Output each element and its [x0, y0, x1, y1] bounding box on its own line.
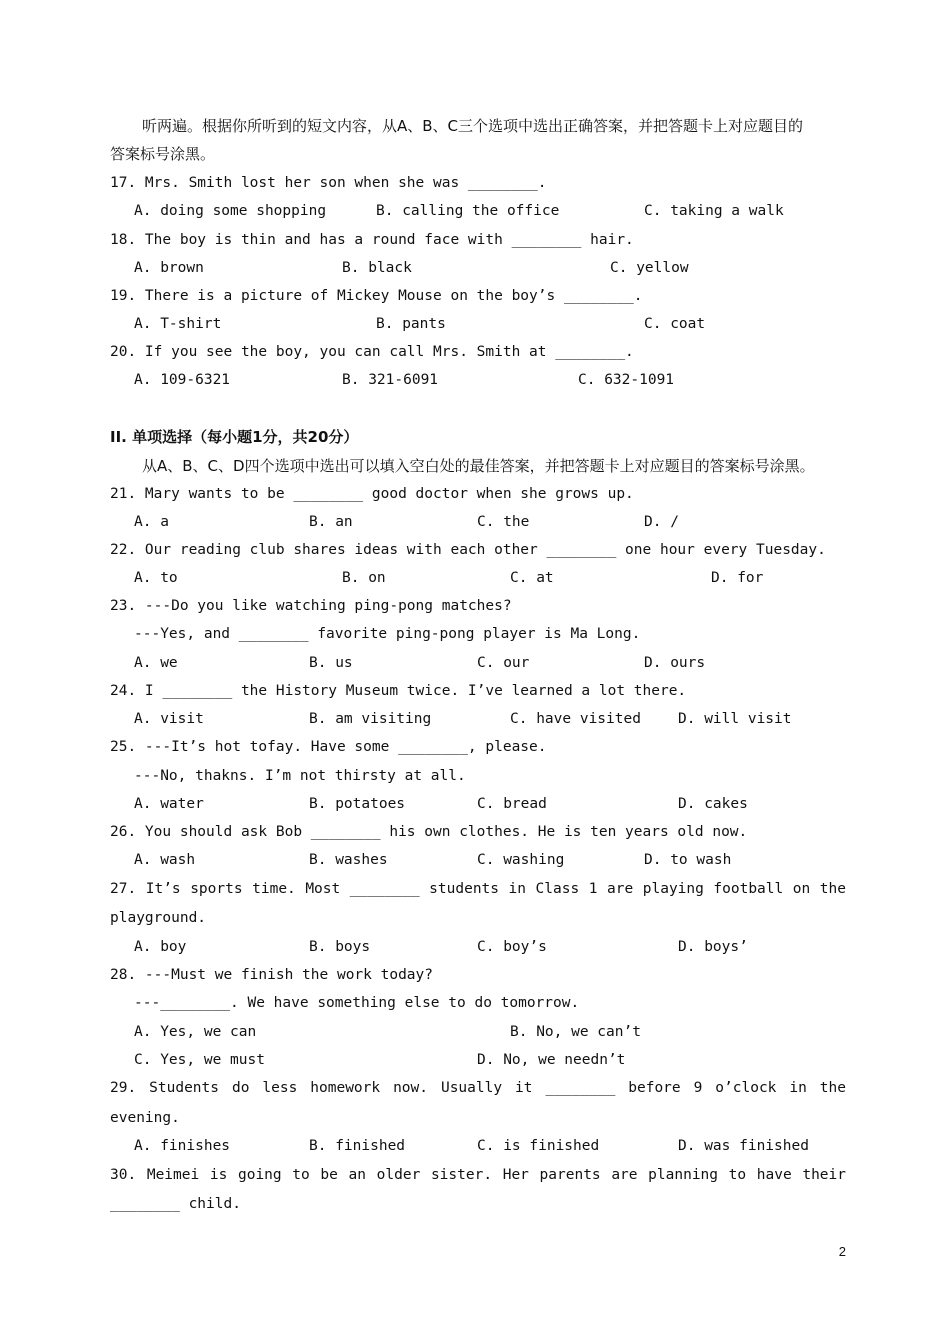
question-21-option-b: B. an	[309, 514, 353, 530]
question-24-options	[134, 705, 846, 733]
question-30-stem: 30. Meimei is going to be an older sister. Her parents are planning to have their	[110, 1167, 846, 1183]
question-28-options-row-1	[134, 1018, 846, 1046]
question-19-options	[134, 310, 846, 338]
question-26-option-b: B. washes	[309, 852, 388, 868]
question-26-option-a: A. wash	[134, 852, 196, 868]
question-28-option-b: B. No, we can’t	[510, 1024, 641, 1040]
question-25-option-d: D. cakes	[678, 796, 748, 812]
question-29-option-b: B. finished	[309, 1138, 406, 1154]
question-24-option-d: D. will visit	[678, 711, 792, 727]
question-29-option-d: D. was finished	[678, 1138, 809, 1154]
section-2-instruction-text: 从A、B、C、D四个选项中选出可以填入空白处的最佳答案，并把答题卡上对应题目的答案标号涂黑。	[142, 457, 815, 475]
question-24-option-c: C. have visited	[510, 711, 641, 727]
question-21-option-c: C. the	[477, 514, 530, 530]
question-18-option-a: A. brown	[134, 260, 204, 276]
question-17-options	[134, 197, 846, 225]
question-22-option-b: B. on	[342, 570, 386, 586]
question-22-stem: 22. Our reading club shares ideas with each other ________ one hour every Tuesday.	[110, 542, 826, 558]
question-23-line-2: ---Yes, and ________ favorite ping-pong player is Ma Long.	[134, 626, 641, 642]
question-28-option-c: C. Yes, we must	[134, 1052, 265, 1068]
question-29-line-2: evening.	[110, 1110, 180, 1126]
question-21-option-d: D. /	[644, 514, 679, 530]
page-number: 2	[838, 1244, 846, 1259]
question-25-options	[134, 790, 846, 818]
intro-line-1	[110, 112, 846, 140]
question-23-stem: 23. ---Do you like watching ping-pong matches?	[110, 598, 512, 614]
section-2-title: II. 单项选择（每小题1分，共20分）	[110, 428, 359, 446]
question-19-option-c: C. coat	[644, 316, 706, 332]
question-22-option-a: A. to	[134, 570, 178, 586]
question-18-option-c: C. yellow	[610, 260, 689, 276]
question-17-stem: 17. Mrs. Smith lost her son when she was ________.	[110, 175, 547, 191]
question-27-option-d: D. boys’	[678, 939, 748, 955]
question-24-option-a: A. visit	[134, 711, 204, 727]
question-17-option-c: C. taking a walk	[644, 203, 784, 219]
question-25-option-a: A. water	[134, 796, 204, 812]
question-29-option-c: C. is finished	[477, 1138, 600, 1154]
question-28-stem: 28. ---Must we finish the work today?	[110, 967, 434, 983]
question-26-stem: 26. You should ask Bob ________ his own clothes. He is ten years old now.	[110, 824, 748, 840]
question-25-option-c: C. bread	[477, 796, 547, 812]
intro-line-2: 答案标号涂黑。	[110, 145, 216, 163]
question-27-option-a: A. boy	[134, 939, 187, 955]
question-22-option-c: C. at	[510, 570, 554, 586]
question-25-stem: 25. ---It’s hot tofay. Have some ________, please.	[110, 739, 547, 755]
question-20-option-a: A. 109-6321	[134, 372, 231, 388]
question-23-option-c: C. our	[477, 655, 530, 671]
question-20-option-b: B. 321-6091	[342, 372, 439, 388]
question-17-option-a: A. doing some shopping	[134, 203, 327, 219]
question-24-stem: 24. I ________ the History Museum twice. I’ve learned a lot there.	[110, 683, 687, 699]
question-26-option-c: C. washing	[477, 852, 565, 868]
question-23-options	[134, 649, 846, 677]
question-19-option-a: A. T-shirt	[134, 316, 222, 332]
question-27-line-2: playground.	[110, 910, 207, 926]
question-28-option-d: D. No, we needn’t	[477, 1052, 626, 1068]
question-29-option-a: A. finishes	[134, 1138, 231, 1154]
question-25-option-b: B. potatoes	[309, 796, 406, 812]
question-27-stem: 27. It’s sports time. Most ________ students in Class 1 are playing football on the	[110, 881, 846, 897]
question-22-options	[134, 564, 846, 592]
question-28-line-2: ---________. We have something else to do tomorrow.	[134, 995, 580, 1011]
question-26-options	[134, 846, 846, 874]
question-18-stem: 18. The boy is thin and has a round face with ________ hair.	[110, 232, 634, 248]
question-29-stem: 29. Students do less homework now. Usually it ________ before 9 o’clock in the	[110, 1080, 846, 1096]
question-27-options	[134, 933, 846, 961]
question-18-option-b: B. black	[342, 260, 412, 276]
question-21-option-a: A. a	[134, 514, 169, 530]
section-2-instruction	[110, 452, 846, 480]
question-17-option-b: B. calling the office	[376, 203, 560, 219]
question-25-line-2: ---No, thakns. I’m not thirsty at all.	[134, 768, 466, 784]
question-20-stem: 20. If you see the boy, you can call Mrs. Smith at ________.	[110, 344, 634, 360]
question-30-line-2: ________ child.	[110, 1196, 241, 1212]
question-28-options-row-2	[134, 1046, 846, 1074]
intro-text-1: 听两遍。根据你所听到的短文内容，从A、B、C三个选项中选出正确答案，并把答题卡上对应题目的	[142, 117, 804, 135]
question-21-options	[134, 508, 846, 536]
question-27-option-b: B. boys	[309, 939, 371, 955]
question-23-option-b: B. us	[309, 655, 353, 671]
question-19-option-b: B. pants	[376, 316, 446, 332]
question-20-options	[134, 366, 846, 394]
question-21-stem: 21. Mary wants to be ________ good doctor when she grows up.	[110, 486, 634, 502]
question-24-option-b: B. am visiting	[309, 711, 432, 727]
question-28-option-a: A. Yes, we can	[134, 1024, 257, 1040]
question-27-option-c: C. boy’s	[477, 939, 547, 955]
question-19-stem: 19. There is a picture of Mickey Mouse on the boy’s ________.	[110, 288, 643, 304]
question-23-option-d: D. ours	[644, 655, 706, 671]
question-23-option-a: A. we	[134, 655, 178, 671]
question-22-option-d: D. for	[711, 570, 764, 586]
question-20-option-c: C. 632-1091	[578, 372, 675, 388]
question-26-option-d: D. to wash	[644, 852, 732, 868]
question-29-options	[134, 1132, 846, 1160]
question-18-options	[134, 254, 846, 282]
